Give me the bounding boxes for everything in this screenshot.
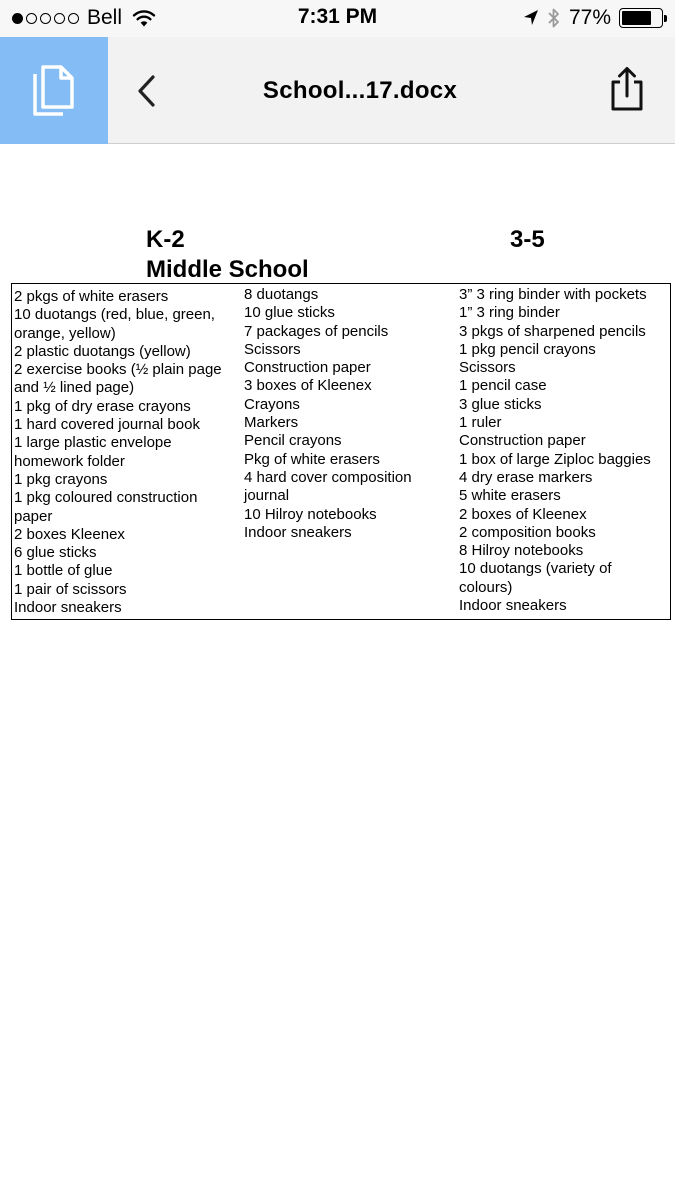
chevron-left-icon bbox=[128, 71, 168, 111]
battery-tip bbox=[664, 15, 667, 22]
battery-percentage: 77% bbox=[568, 6, 611, 29]
supply-column-k2 bbox=[14, 288, 236, 617]
heading-k2: K-2 bbox=[146, 226, 185, 253]
supply-list-item: 10 duotangs (red, blue, green, orange, yellow) bbox=[14, 306, 215, 342]
supply-list-item: 4 hard cover composition journal bbox=[244, 468, 412, 505]
supply-list-table bbox=[11, 283, 671, 620]
status-bar bbox=[0, 0, 675, 37]
supply-list-item: 4 dry erase markers bbox=[459, 468, 593, 486]
supply-list-item: 2 boxes of Kleenex bbox=[459, 505, 587, 523]
supply-list-item: 2 pkgs of white erasers bbox=[14, 288, 169, 305]
battery-icon bbox=[619, 8, 663, 28]
supply-list-item: 1 hard covered journal book bbox=[14, 416, 200, 434]
supply-list-item: Pencil crayons bbox=[244, 432, 342, 450]
share-button[interactable] bbox=[607, 65, 647, 113]
supply-list-item: Markers bbox=[244, 414, 299, 432]
supply-list-item: Scissors bbox=[244, 340, 301, 358]
location-arrow-icon bbox=[523, 9, 539, 27]
supply-list-item: 1 pkg pencil crayons bbox=[459, 340, 596, 358]
supply-list-item: Indoor sneakers bbox=[244, 523, 352, 541]
document-title: School...17.docx bbox=[262, 77, 458, 104]
supply-list-item: 10 glue sticks bbox=[244, 304, 335, 322]
supply-list-item: Indoor sneakers bbox=[14, 599, 122, 617]
supply-list-item: Indoor sneakers bbox=[459, 597, 567, 615]
supply-list-item: 2 exercise books (½ plain page and ½ lined page) bbox=[14, 361, 222, 397]
status-right bbox=[523, 6, 663, 30]
supply-list-item: 3 boxes of Kleenex bbox=[244, 377, 372, 395]
supply-list-item: 10 Hilroy notebooks bbox=[244, 505, 377, 523]
back-button[interactable] bbox=[128, 71, 168, 111]
heading-grades-3-5: 3-5 bbox=[510, 226, 545, 253]
supply-list-item: 5 white erasers bbox=[459, 487, 561, 505]
supply-list-item: 2 boxes Kleenex bbox=[14, 525, 125, 543]
supply-list-item: Construction paper bbox=[459, 432, 586, 450]
supply-list-item: 1 ruler bbox=[459, 414, 502, 432]
share-icon bbox=[607, 65, 647, 113]
supply-list-item: 3 glue sticks bbox=[459, 395, 542, 413]
supply-list-item: 2 composition books bbox=[459, 523, 596, 541]
supply-list-item: 3” 3 ring binder with pockets bbox=[459, 286, 647, 303]
carrier-name: Bell bbox=[87, 6, 123, 29]
supply-list-item: Crayons bbox=[244, 395, 300, 413]
battery-fill bbox=[622, 11, 651, 25]
supply-column-grades-3-5 bbox=[459, 286, 671, 615]
supply-list-item: 3 pkgs of sharpened pencils bbox=[459, 322, 646, 340]
supply-list-item: 6 glue sticks bbox=[14, 544, 97, 562]
supply-list-item: 1 pkg of dry erase crayons bbox=[14, 397, 191, 415]
supply-list-item: Construction paper bbox=[244, 359, 371, 377]
supply-column-middle-school bbox=[244, 286, 449, 542]
supply-list-item: 8 Hilroy notebooks bbox=[459, 542, 584, 560]
supply-list-item: 1 pencil case bbox=[459, 377, 547, 395]
supply-list-item: 1 box of large Ziploc baggies bbox=[459, 450, 651, 468]
supply-list-item: Scissors bbox=[459, 359, 516, 377]
bluetooth-icon bbox=[547, 7, 561, 29]
supply-list-item: 1 pair of scissors bbox=[14, 580, 127, 598]
supply-list-item: 7 packages of pencils bbox=[244, 322, 389, 340]
supply-list-item: 2 plastic duotangs (yellow) bbox=[14, 342, 191, 360]
supply-list-item: 10 duotangs (variety of colours) bbox=[459, 560, 612, 596]
status-time: 7:31 PM bbox=[297, 5, 378, 28]
document-icon-button[interactable] bbox=[0, 37, 108, 144]
heading-middle-school: Middle School bbox=[146, 256, 309, 283]
supply-list-item: 1 large plastic envelope homework folder bbox=[14, 434, 172, 470]
navigation-bar bbox=[0, 37, 675, 144]
supply-list-item: 1” 3 ring binder bbox=[459, 304, 560, 322]
supply-list-item: Pkg of white erasers bbox=[244, 450, 380, 468]
supply-list-item: 1 pkg crayons bbox=[14, 470, 108, 488]
supply-list-item: 8 duotangs bbox=[244, 286, 319, 303]
supply-list-item: 1 pkg coloured construction paper bbox=[14, 489, 198, 525]
document-icon bbox=[31, 64, 77, 118]
supply-list-item: 1 bottle of glue bbox=[14, 562, 113, 580]
